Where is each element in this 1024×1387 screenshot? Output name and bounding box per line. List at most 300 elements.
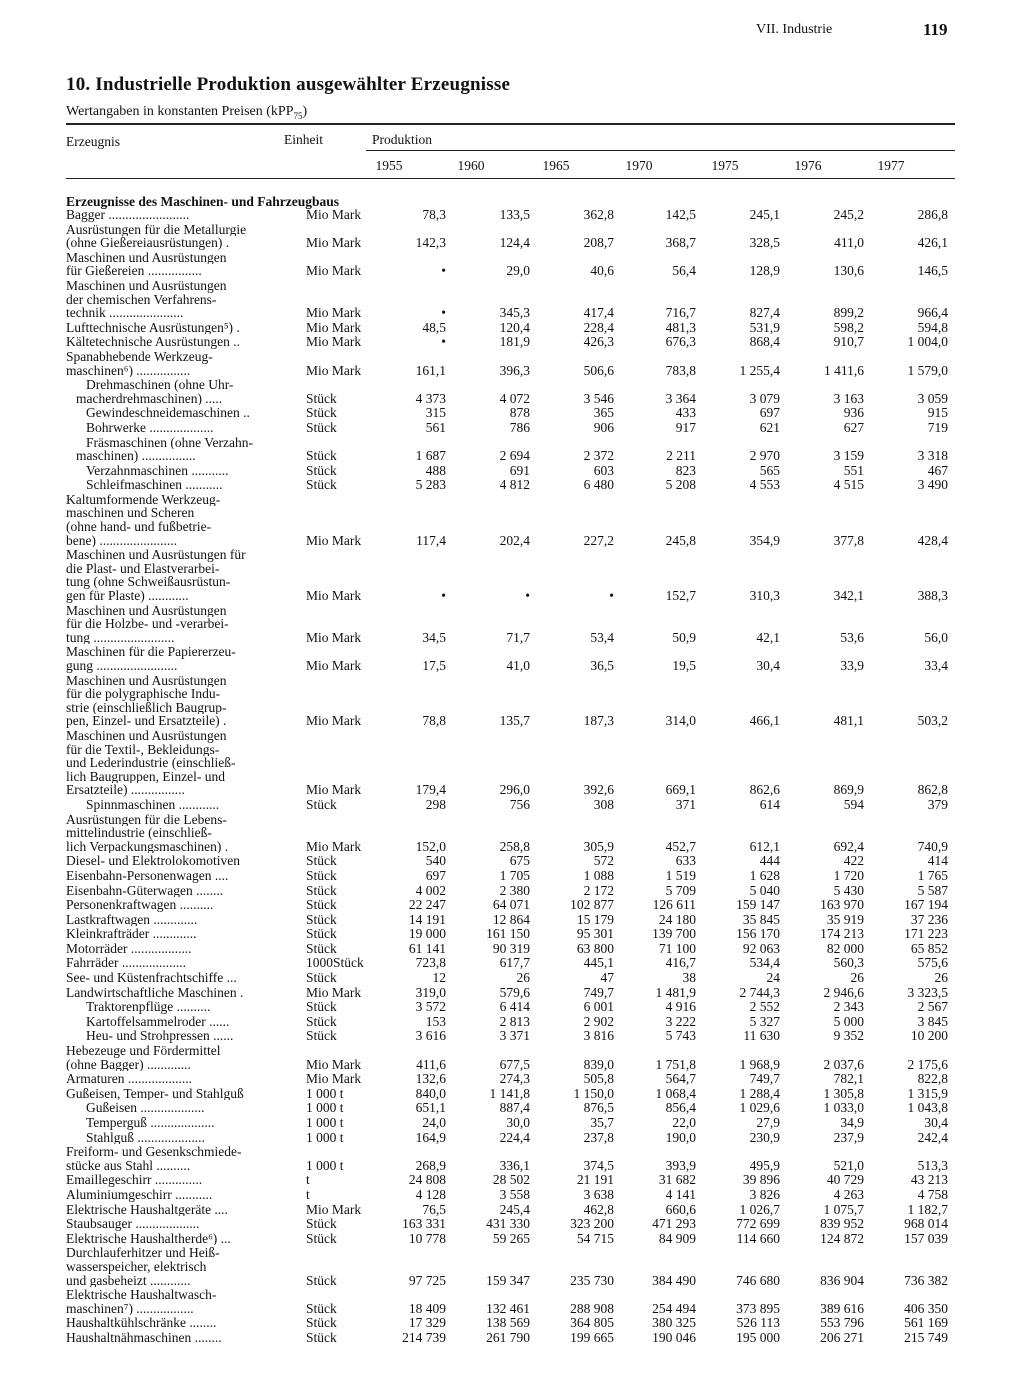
cell-1955: 268,9 (415, 1157, 446, 1173)
cell-1965: 876,5 (583, 1100, 614, 1116)
cell-1965: 462,8 (583, 1201, 614, 1217)
cell-1976: 124 872 (820, 1230, 864, 1246)
row-label (0, 1217, 300, 1231)
cell-1960: 261 790 (486, 1329, 530, 1345)
row-label-line: See- und Küstenfrachtschiffe ... (66, 971, 237, 985)
row-label-line: Elektrische Haushaltgeräte .... (66, 1202, 228, 1217)
cell-1965: 445,1 (583, 955, 614, 971)
row-label-line: Lufttechnische Ausrüstungen⁵) . (66, 320, 240, 335)
cell-1970: 126 611 (652, 897, 696, 913)
table-row (0, 378, 1024, 406)
cell-1965: 308 (593, 796, 614, 812)
year-header-1976: 1976 (794, 158, 822, 173)
cell-1955: 17 329 (408, 1315, 446, 1331)
cell-1970: 564,7 (665, 1071, 696, 1087)
cell-1965: 1 150,0 (573, 1085, 614, 1101)
row-unit: Stück (306, 999, 337, 1015)
table-row (0, 1331, 1024, 1346)
cell-1977: 215 749 (904, 1329, 948, 1345)
row-label (0, 986, 300, 1000)
cell-1976: 1 305,8 (823, 1085, 864, 1101)
row-unit: Stück (306, 853, 337, 869)
row-label-line: Diesel- und Elektrolokomotiven (66, 854, 240, 868)
row-unit: Mio Mark (306, 235, 362, 251)
cell-1977: 428,4 (917, 532, 948, 548)
row-unit: Mio Mark (306, 362, 362, 378)
table-row (0, 869, 1024, 884)
cell-1960: 786 (509, 419, 530, 435)
cell-1970: 5 208 (665, 477, 696, 493)
cell-1976: 869,9 (833, 782, 864, 798)
cell-1970: 471 293 (652, 1216, 696, 1232)
table-row (0, 645, 1024, 673)
cell-1977: 561 169 (904, 1315, 948, 1331)
cell-1975: 827,4 (749, 305, 780, 321)
row-label-line: maschinen⁷) ................. (66, 1301, 194, 1316)
row-unit: Stück (306, 940, 337, 956)
cell-1975: 114 660 (736, 1230, 780, 1246)
cell-1975: 444 (759, 853, 780, 869)
cell-1970: 716,7 (665, 305, 696, 321)
subtitle-close: ) (302, 104, 308, 119)
cell-1976: 899,2 (833, 305, 864, 321)
row-label-line: gen für Plaste) ............ (66, 589, 189, 603)
year-header-1975: 1975 (711, 158, 739, 173)
cell-1977: 968 014 (904, 1216, 948, 1232)
cell-1975: 4 553 (749, 477, 780, 493)
row-label-line: Gußeisen, Temper- und Stahlguß (66, 1086, 244, 1101)
row-label-line: Kleinkrafträder ............. (66, 927, 197, 941)
row-unit: Mio Mark (306, 1201, 362, 1217)
cell-1955: 142,3 (415, 235, 446, 251)
row-label-line: mittelindustrie (einschließ- (66, 826, 212, 840)
row-label-line: Schleifmaschinen ........... (86, 478, 223, 492)
cell-1975: 531,9 (749, 319, 780, 335)
cell-1977: 167 194 (904, 897, 948, 913)
cell-1975: 565 (759, 462, 780, 478)
table-row (0, 1217, 1024, 1232)
row-label (0, 729, 300, 797)
cell-1976: 411,0 (834, 235, 864, 251)
table-row (0, 1015, 1024, 1030)
row-label-line: Drehmaschinen (ohne Uhr- (86, 378, 234, 392)
row-label-line: für die Textil-, Bekleidungs- (66, 742, 220, 757)
cell-1975: 11 630 (743, 1028, 780, 1044)
row-label (0, 1131, 300, 1145)
cell-1976: 2 037,6 (823, 1056, 864, 1072)
row-label (0, 1188, 300, 1202)
cell-1955: 78,8 (422, 713, 446, 729)
cell-1965: 15 179 (576, 911, 614, 927)
row-label (0, 1029, 300, 1043)
cell-1975: 354,9 (749, 532, 780, 548)
row-unit: Stück (306, 477, 337, 493)
row-unit: Stück (306, 1272, 337, 1288)
row-label-line: für die polygraphische Indu- (66, 687, 221, 701)
table-row (0, 1203, 1024, 1218)
table-row (0, 729, 1024, 798)
cell-1977: 1 765 (917, 867, 948, 883)
year-header-1977: 1977 (877, 158, 905, 173)
cell-1977: 467 (927, 462, 948, 478)
cell-1960: 120,4 (499, 319, 530, 335)
cell-1970: 50,9 (672, 629, 696, 645)
row-label (0, 813, 300, 854)
cell-1970: 1 751,8 (655, 1056, 696, 1072)
cell-1976: 692,4 (833, 838, 864, 854)
cell-1965: 839,0 (583, 1056, 614, 1072)
table-row (0, 1246, 1024, 1288)
cell-1965: 3 546 (583, 390, 614, 406)
cell-1975: 245,1 (749, 207, 780, 222)
row-label-line: bene) ....................... (66, 533, 177, 548)
cell-1975: 746 680 (736, 1272, 780, 1288)
row-unit: 1000Stück (306, 955, 364, 971)
row-unit: t (306, 1172, 310, 1188)
row-label (0, 913, 300, 927)
cell-1960: 59 265 (492, 1230, 530, 1246)
cell-1975: 1 968,9 (739, 1056, 780, 1072)
row-label-line: Eisenbahn-Personenwagen .... (66, 868, 229, 883)
cell-1975: 42,1 (756, 629, 780, 645)
row-label-line: Ersatzteile) ................ (66, 783, 185, 797)
cell-1975: 2 552 (749, 999, 780, 1015)
cell-1960: 26 (516, 970, 530, 986)
cell-1975: 862,6 (749, 782, 780, 798)
row-label (0, 869, 300, 883)
cell-1965: 47 (600, 970, 614, 986)
row-label-line: (ohne hand- und fußbetrie- (66, 520, 212, 534)
table-row (0, 464, 1024, 479)
row-label (0, 1015, 300, 1029)
row-label-line: Fahrräder ................... (66, 956, 186, 971)
cell-1965: 199 665 (570, 1329, 614, 1345)
cell-1976: 174 213 (820, 926, 864, 942)
cell-1955: • (441, 305, 446, 321)
table-row (0, 927, 1024, 942)
cell-1965: 54 715 (576, 1230, 614, 1246)
cell-1977: 33,4 (924, 658, 948, 673)
cell-1970: 3 222 (665, 1013, 696, 1029)
cell-1960: 41,0 (506, 658, 530, 673)
row-unit: Stück (306, 1013, 337, 1029)
row-unit: 1 000 t (306, 1085, 344, 1101)
row-label-line: wasserspeicher, elektrisch (66, 1259, 207, 1274)
row-unit: Mio Mark (306, 838, 362, 854)
row-label-line: maschinen und Scheren (66, 506, 195, 521)
cell-1976: 389 616 (820, 1300, 864, 1316)
cell-1960: 345,3 (499, 305, 530, 321)
cell-1976: 53,6 (840, 629, 864, 645)
cell-1977: 575,6 (917, 955, 948, 971)
row-label (0, 223, 300, 250)
cell-1955: 298 (425, 796, 446, 812)
cell-1977: 740,9 (917, 838, 948, 854)
row-label-line: tung ........................ (66, 630, 175, 645)
cell-1965: 21 191 (576, 1172, 614, 1188)
cell-1960: 4 072 (499, 390, 530, 406)
row-unit: Stück (306, 390, 337, 406)
row-unit: Mio Mark (306, 334, 362, 350)
cell-1975: 1 628 (749, 867, 780, 883)
table-row (0, 1188, 1024, 1203)
cell-1977: 56,0 (924, 629, 948, 645)
row-label-line: Armaturen ................... (66, 1072, 192, 1086)
cell-1977: 43 213 (910, 1172, 948, 1188)
cell-1965: 102 877 (570, 897, 614, 913)
row-label (0, 493, 300, 547)
row-label-line: tung (ohne Schweißausrüstun- (66, 575, 231, 590)
row-label-line: Fräsmaschinen (ohne Verzahn- (86, 435, 253, 450)
cell-1970: 31 682 (658, 1172, 696, 1188)
cell-1955: 4 002 (415, 882, 446, 898)
row-unit: Stück (306, 911, 337, 927)
cell-1960: 161 150 (486, 926, 530, 942)
cell-1955: 651,1 (415, 1100, 446, 1116)
row-label-line: strie (einschließlich Baugrup- (66, 700, 227, 715)
cell-1976: 598,2 (833, 319, 864, 335)
row-label-line: Freiform- und Gesenkschmiede- (66, 1145, 242, 1159)
production-table (0, 208, 1024, 1346)
cell-1976: 377,8 (833, 532, 864, 548)
row-unit: Stück (306, 867, 337, 883)
cell-1976: 936 (843, 405, 864, 421)
table-row (0, 1232, 1024, 1247)
cell-1965: 392,6 (583, 782, 614, 798)
cell-1975: 526 113 (736, 1315, 780, 1331)
row-unit: t (306, 1186, 310, 1202)
table-row (0, 279, 1024, 321)
cell-1975: 92 063 (742, 940, 780, 956)
cell-1970: 245,8 (665, 532, 696, 548)
cell-1970: 416,7 (665, 955, 696, 971)
cell-1955: 61 141 (408, 940, 446, 956)
cell-1976: 33,9 (840, 658, 864, 673)
table-row (0, 674, 1024, 729)
table-row (0, 854, 1024, 869)
cell-1970: 823 (675, 462, 696, 478)
cell-1965: 365 (593, 405, 614, 421)
row-unit: Stück (306, 1329, 337, 1345)
cell-1955: 10 778 (408, 1230, 446, 1246)
cell-1975: 868,4 (749, 334, 780, 350)
table-row (0, 436, 1024, 464)
cell-1960: 133,5 (499, 207, 530, 222)
cell-1970: 142,5 (665, 207, 696, 222)
row-label-line: Ausrüstungen für die Lebens- (66, 812, 227, 827)
cell-1955: 117,4 (416, 532, 446, 548)
cell-1970: 5 743 (665, 1028, 696, 1044)
cell-1960: 336,1 (499, 1157, 530, 1173)
cell-1977: 3 490 (917, 477, 948, 493)
row-label-line: Stahlguß .................... (86, 1130, 205, 1145)
cell-1977: 1 579,0 (907, 362, 948, 378)
cell-1976: 481,1 (833, 713, 864, 729)
cell-1976: 553 796 (820, 1315, 864, 1331)
cell-1975: 156 170 (736, 926, 780, 942)
cell-1970: 660,6 (665, 1201, 696, 1217)
cell-1977: 426,1 (917, 235, 948, 251)
cell-1965: 36,5 (590, 658, 614, 673)
cell-1965: 417,4 (583, 305, 614, 321)
table-row (0, 223, 1024, 251)
cell-1960: 617,7 (499, 955, 530, 971)
row-label-line: Maschinen und Ausrüstungen (66, 278, 227, 293)
row-label-line: die Plast- und Elastverarbei- (66, 561, 220, 576)
row-unit: 1 000 t (306, 1129, 344, 1145)
cell-1977: 379 (927, 796, 948, 812)
cell-1977: 406 350 (904, 1300, 948, 1316)
cell-1960: 887,4 (499, 1100, 530, 1116)
cell-1955: 132,6 (415, 1071, 446, 1087)
cell-1970: 22,0 (672, 1115, 696, 1130)
cell-1975: 3 079 (749, 390, 780, 406)
cell-1955: 17,5 (422, 658, 446, 673)
cell-1965: 237,8 (583, 1129, 614, 1145)
table-row (0, 1072, 1024, 1087)
row-label (0, 798, 300, 812)
row-label-line: Hebezeuge und Fördermittel (66, 1044, 221, 1058)
cell-1965: 40,6 (590, 263, 614, 279)
cell-1960: 28 502 (492, 1172, 530, 1188)
cell-1975: 495,9 (749, 1157, 780, 1173)
row-unit: Stück (306, 796, 337, 812)
row-label-line: Traktorenpflüge .......... (86, 1000, 211, 1014)
cell-1977: 2 567 (917, 999, 948, 1015)
row-label-line: Kaltumformende Werkzeug- (66, 492, 221, 507)
cell-1960: 181,9 (499, 334, 530, 350)
cell-1975: 3 826 (749, 1186, 780, 1202)
cell-1965: 227,2 (583, 532, 614, 548)
cell-1965: 323 200 (570, 1216, 614, 1232)
cell-1970: 4 141 (665, 1186, 696, 1202)
row-label-line: Bohrwerke ................... (86, 420, 214, 435)
row-label-line: Elektrische Haushaltwasch- (66, 1288, 217, 1302)
cell-1976: 163 970 (820, 897, 864, 913)
table-row (0, 1000, 1024, 1015)
row-label-line: Elektrische Haushaltherde⁶) ... (66, 1231, 231, 1246)
cell-1970: 1 519 (665, 867, 696, 883)
table-row (0, 884, 1024, 899)
page-number: 119 (923, 20, 948, 39)
rule-top (66, 123, 955, 125)
table-row (0, 350, 1024, 378)
cell-1970: 393,9 (665, 1157, 696, 1173)
row-unit: Stück (306, 897, 337, 913)
cell-1960: 1 141,8 (489, 1085, 530, 1101)
page-header (0, 20, 1024, 44)
table-row (0, 898, 1024, 913)
row-label (0, 1203, 300, 1217)
cell-1960: 296,0 (499, 782, 530, 798)
chapter-heading: VII. Industrie (756, 22, 833, 37)
cell-1970: 676,3 (665, 334, 696, 350)
row-label-line: und Lederindustrie (einschließ- (66, 756, 236, 770)
cell-1955: 152,0 (415, 838, 446, 854)
cell-1955: 161,1 (415, 362, 446, 378)
table-row (0, 971, 1024, 986)
row-label (0, 350, 300, 377)
cell-1975: 310,3 (749, 588, 780, 604)
cell-1955: 3 616 (415, 1028, 446, 1044)
row-label-line: (ohne Gießereiausrüstungen) . (66, 236, 230, 250)
cell-1955: 12 (432, 970, 446, 986)
cell-1970: 24 180 (658, 911, 696, 927)
cell-1976: 1 033,0 (823, 1100, 864, 1116)
row-label-line: Heu- und Strohpressen ...... (86, 1029, 234, 1044)
cell-1965: 505,8 (583, 1071, 614, 1087)
row-unit: Mio Mark (306, 207, 362, 222)
cell-1976: 4 515 (833, 477, 864, 493)
row-label (0, 1000, 300, 1014)
table-row (0, 956, 1024, 971)
cell-1975: 697 (759, 405, 780, 421)
row-label-line: Spinnmaschinen ............ (86, 797, 220, 812)
row-label-line: Gewindeschneidemaschinen .. (86, 406, 250, 420)
cell-1976: 237,9 (833, 1129, 864, 1145)
cell-1976: 2 343 (833, 999, 864, 1015)
cell-1977: 5 587 (917, 882, 948, 898)
cell-1960: 677,5 (499, 1056, 530, 1072)
cell-1965: 374,5 (583, 1157, 614, 1173)
cell-1965: 362,8 (583, 207, 614, 222)
row-label (0, 378, 300, 405)
cell-1955: 5 283 (415, 477, 446, 493)
cell-1976: 839 952 (820, 1216, 864, 1232)
row-unit: Mio Mark (306, 629, 362, 645)
table-row (0, 1288, 1024, 1316)
cell-1977: 594,8 (917, 319, 948, 335)
table-row (0, 251, 1024, 279)
row-unit: Mio Mark (306, 658, 362, 673)
cell-1970: 19,5 (672, 658, 696, 673)
table-row (0, 421, 1024, 436)
cell-1975: 2 744,3 (739, 984, 780, 1000)
cell-1965: 63 800 (576, 940, 614, 956)
cell-1955: 4 128 (415, 1186, 446, 1202)
cell-1976: 206 271 (820, 1329, 864, 1345)
cell-1976: 910,7 (833, 334, 864, 350)
cell-1955: 78,3 (422, 207, 446, 222)
row-label (0, 1246, 300, 1287)
cell-1960: 756 (509, 796, 530, 812)
cell-1977: 414 (927, 853, 948, 869)
cell-1960: 71,7 (506, 629, 530, 645)
cell-1977: 1 043,8 (907, 1100, 948, 1116)
cell-1976: 594 (843, 796, 864, 812)
cell-1960: • (525, 588, 530, 604)
cell-1976: 560,3 (833, 955, 864, 971)
cell-1975: 749,7 (749, 1071, 780, 1087)
cell-1970: 368,7 (665, 235, 696, 251)
cell-1976: 1 411,6 (824, 362, 864, 378)
cell-1970: 856,4 (665, 1100, 696, 1116)
cell-1955: 179,4 (415, 782, 446, 798)
cell-1960: 124,4 (499, 235, 530, 251)
table-row (0, 208, 1024, 223)
cell-1955: 164,9 (415, 1129, 446, 1145)
row-label (0, 1101, 300, 1115)
cell-1976: 3 159 (833, 448, 864, 464)
cell-1970: 190 046 (652, 1329, 696, 1345)
cell-1970: 481,3 (665, 319, 696, 335)
cell-1960: 4 812 (499, 477, 530, 493)
cell-1965: 1 088 (583, 867, 614, 883)
cell-1960: 159 347 (486, 1272, 530, 1288)
row-label-line: maschinen) ................ (76, 449, 196, 463)
row-label-line: Kartoffelsammelroder ...... (86, 1014, 230, 1029)
cell-1960: 258,8 (499, 838, 530, 854)
